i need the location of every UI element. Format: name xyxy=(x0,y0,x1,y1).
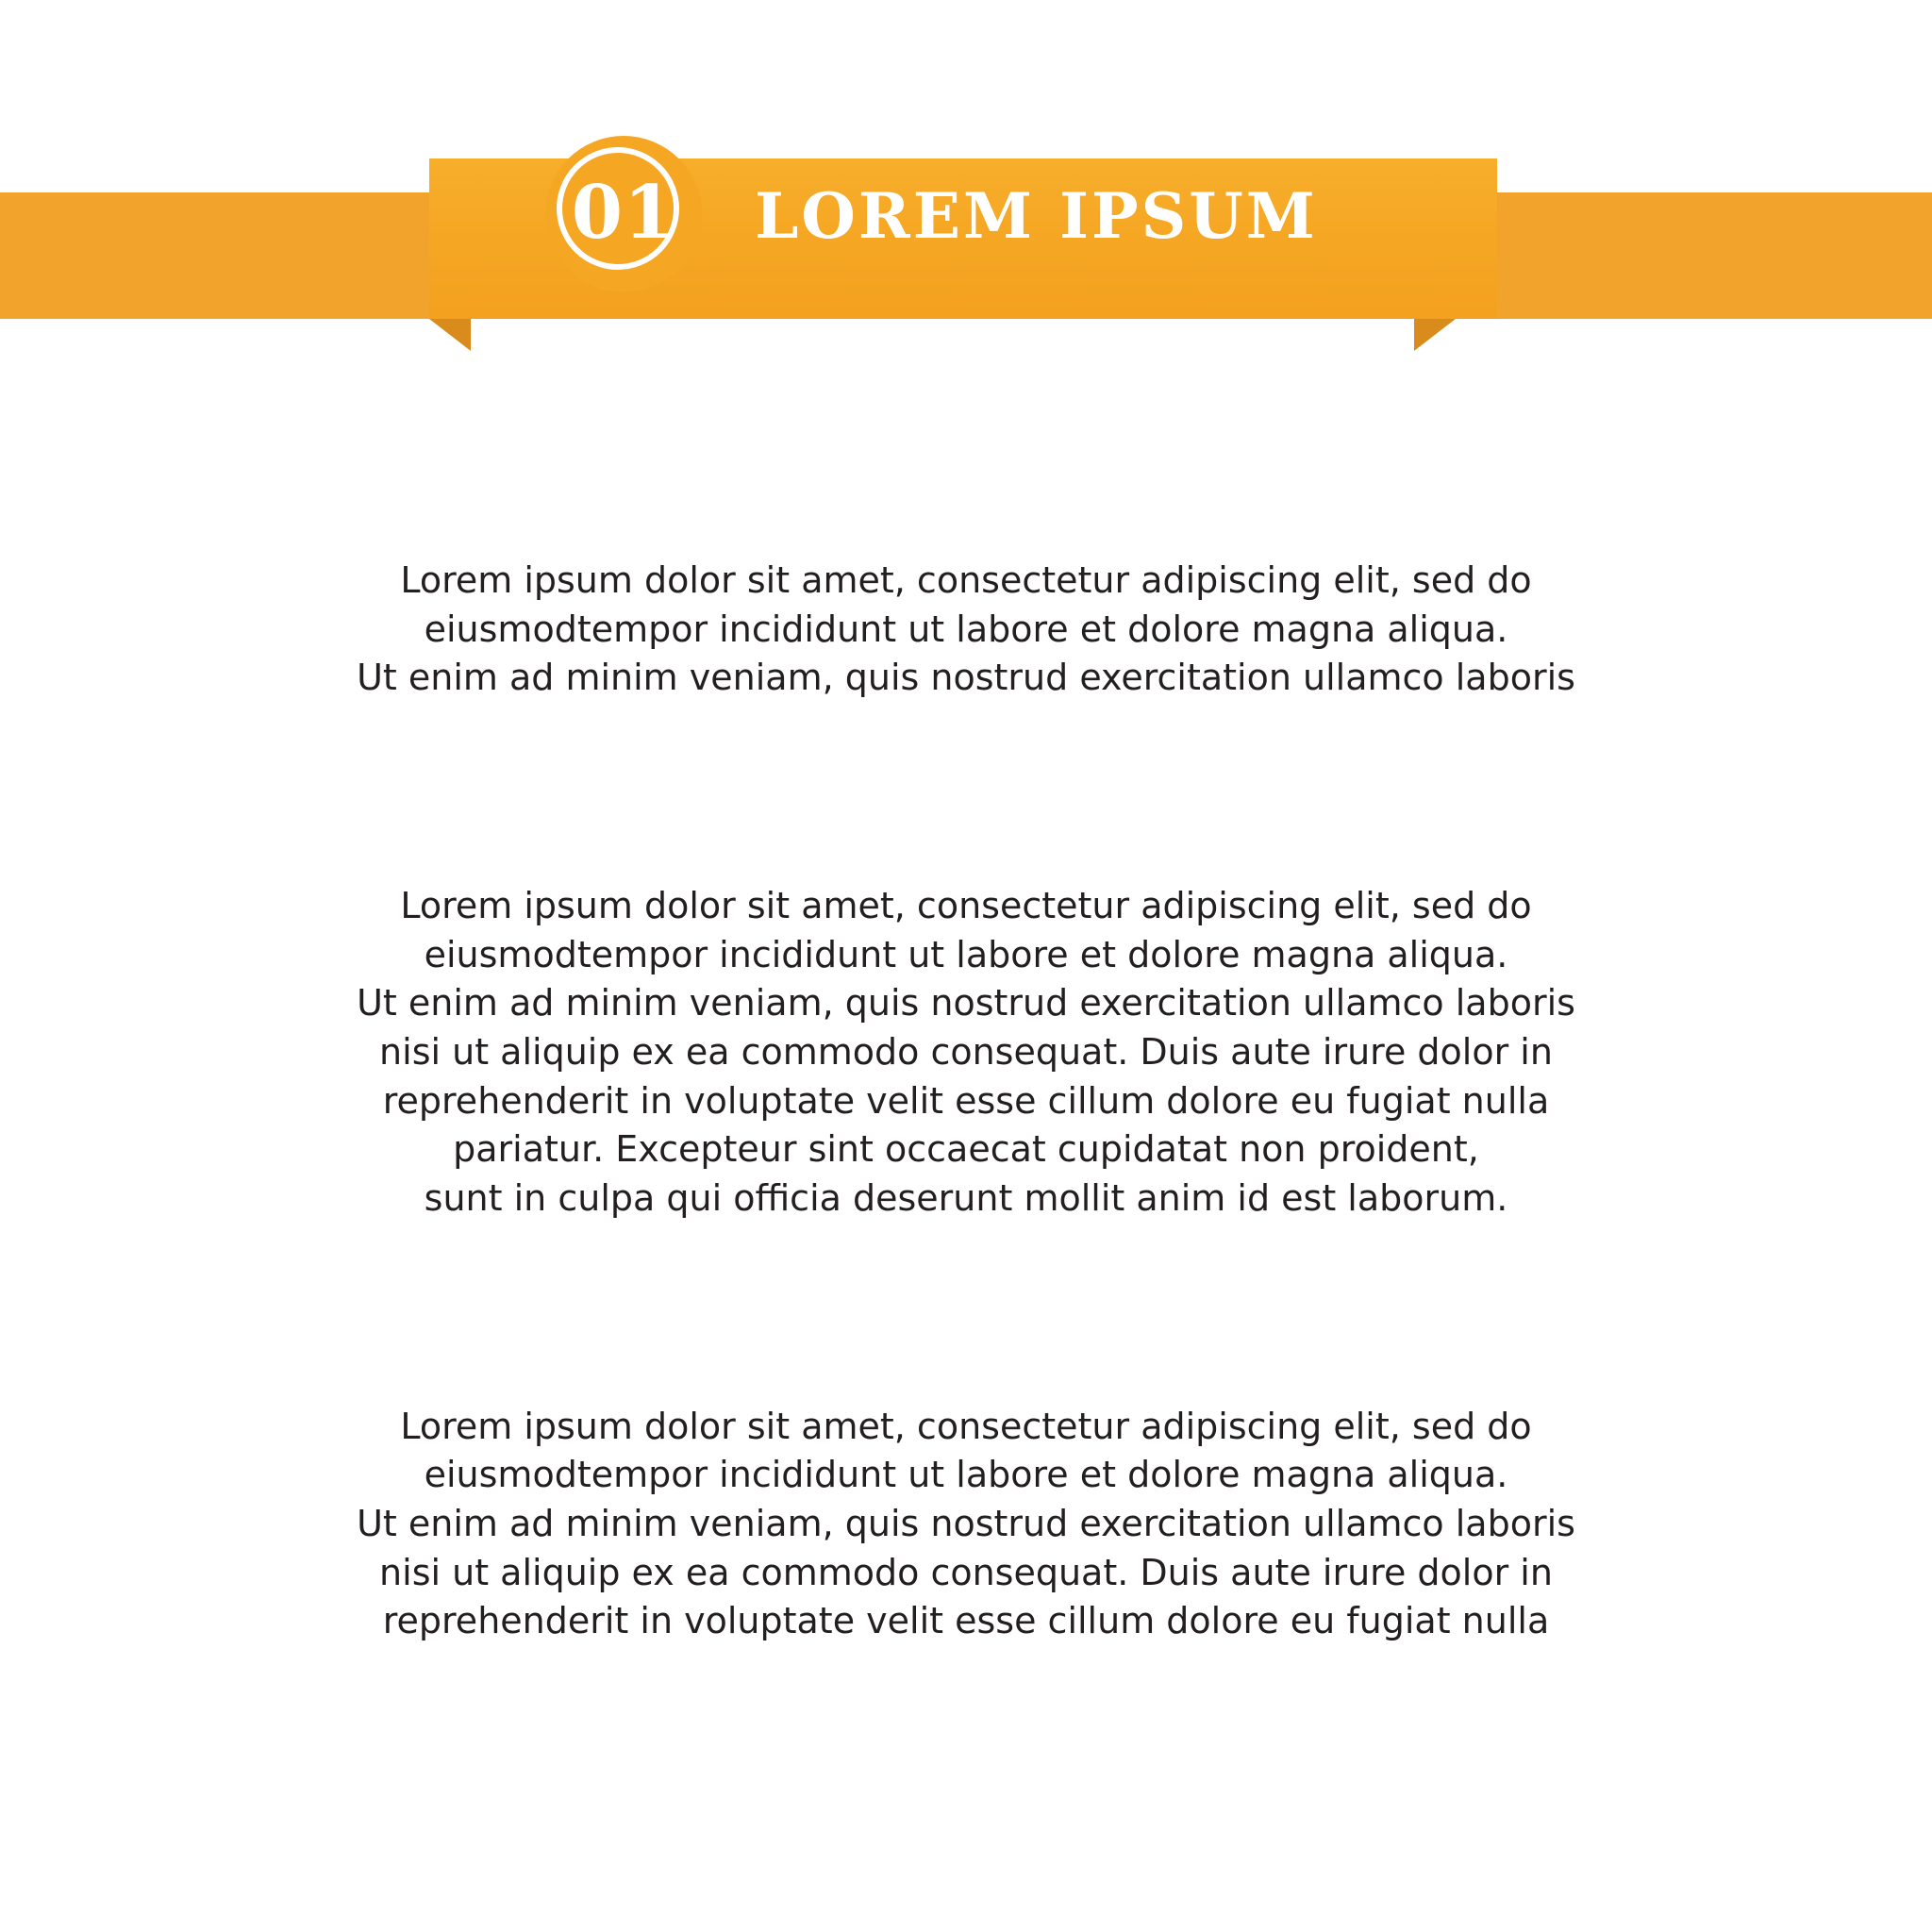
ribbon-fold-left xyxy=(429,319,471,351)
paragraph-line: Ut enim ad minim veniam, quis nostrud exercitation ullamco laboris xyxy=(357,1503,1575,1545)
paragraph-line: Ut enim ad minim veniam, quis nostrud exercitation ullamco laboris xyxy=(357,657,1575,699)
paragraph-1 xyxy=(325,557,1607,703)
paragraph-line: reprehenderit in voluptate velit esse cillum dolore eu fugiat nulla xyxy=(382,1600,1550,1642)
paragraph-line: Lorem ipsum dolor sit amet, consectetur adipiscing elit, sed do xyxy=(400,885,1532,927)
paragraph-line: eiusmodtempor incididunt ut labore et dolore magna aliqua. xyxy=(424,608,1508,650)
section-number-badge xyxy=(545,136,702,292)
section-title: LOREM IPSUM xyxy=(755,179,1318,253)
paragraph-line: Ut enim ad minim veniam, quis nostrud exercitation ullamco laboris xyxy=(357,982,1575,1024)
paragraph-line: nisi ut aliquip ex ea commodo consequat. Duis aute irure dolor in xyxy=(379,1031,1553,1074)
paragraph-3 xyxy=(325,1403,1607,1646)
body-content xyxy=(0,557,1932,1646)
paragraph-line: eiusmodtempor incididunt ut labore et dolore magna aliqua. xyxy=(424,1454,1508,1496)
paragraph-line: sunt in culpa qui officia deserunt mollit anim id est laborum. xyxy=(424,1177,1508,1220)
paragraph-line: Lorem ipsum dolor sit amet, consectetur adipiscing elit, sed do xyxy=(400,559,1532,601)
paragraph-line: eiusmodtempor incididunt ut labore et dolore magna aliqua. xyxy=(424,933,1508,975)
paragraph-line: reprehenderit in voluptate velit esse cillum dolore eu fugiat nulla xyxy=(382,1079,1550,1122)
section-number: 01 xyxy=(571,170,676,256)
paragraph-2 xyxy=(325,882,1607,1224)
paragraph-line: nisi ut aliquip ex ea commodo consequat. Duis aute irure dolor in xyxy=(379,1551,1553,1593)
paragraph-line: Lorem ipsum dolor sit amet, consectetur adipiscing elit, sed do xyxy=(400,1405,1532,1447)
ribbon-fold-right xyxy=(1414,319,1456,351)
paragraph-line: pariatur. Excepteur sint occaecat cupidatat non proident, xyxy=(453,1128,1479,1171)
